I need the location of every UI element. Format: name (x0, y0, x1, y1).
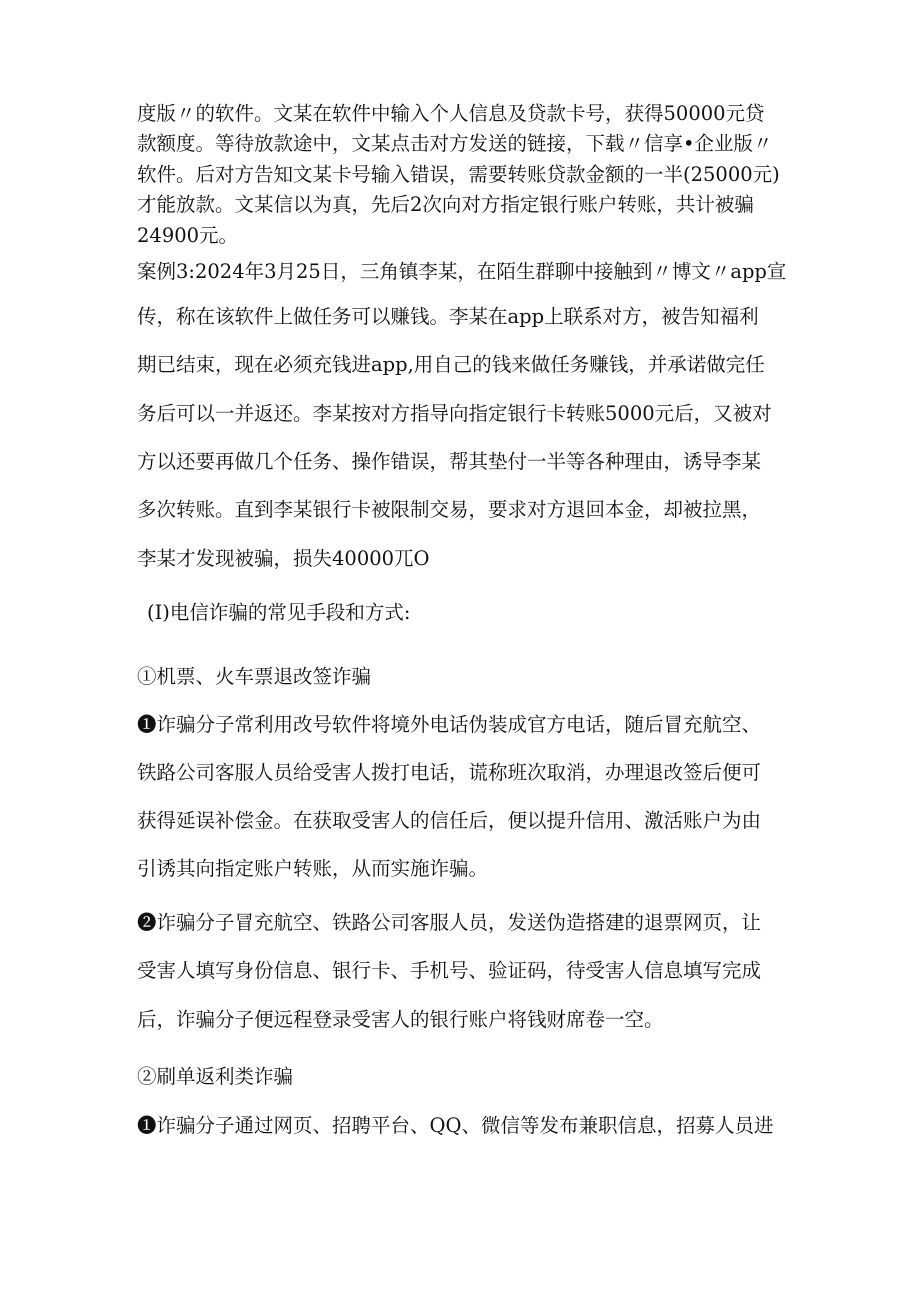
text-line: ❷诈骗分子冒充航空、铁路公司客服人员，发送伪造搭建的退票网页，让 (137, 911, 762, 934)
text-line: 期已结束，现在必须充钱进app,用自己的钱来做任务赚钱，并承诺做完任 (137, 353, 765, 376)
text-line: 引诱其向指定账户转账，从而实施诈骗。 (137, 857, 489, 880)
text-line: 度版〃的软件。文某在软件中输入个人信息及贷款卡号，获得50000元贷 (137, 102, 765, 125)
subsection-heading: ②刷单返利类诈骗 (137, 1065, 294, 1088)
text-line: 软件。后对方告知文某卡号输入错误，需要转账贷款金额的一半(25000元) (137, 163, 780, 186)
text-line: 才能放款。文某信以为真，先后2次向对方指定银行账户转账，共计被骗 (137, 193, 754, 216)
text-line: ❶诈骗分子通过网页、招聘平台、QQ、微信等发布兼职信息，招募人员进 (137, 1114, 774, 1137)
text-line: 款额度。等待放款途中，文某点击对方发送的链接，下载〃信享•企业版〃 (137, 132, 773, 155)
text-line: 传，称在该软件上做任务可以赚钱。李某在app上联系对方，被告知福利 (137, 305, 759, 328)
subsection-heading: ①机票、火车票退改签诈骗 (137, 665, 372, 688)
text-line: 24900元。 (137, 224, 239, 247)
text-line: 多次转账。直到李某银行卡被限制交易，要求对方退回本金，却被拉黑， (137, 498, 762, 521)
text-line: 案例3:2024年3月25日，三角镇李某，在陌生群聊中接触到〃博文〃app宣 (137, 260, 787, 283)
section-heading: (I)电信诈骗的常见手段和方式: (147, 601, 411, 624)
text-line: 获得延误补偿金。在获取受害人的信任后，便以提升信用、激活账户为由 (137, 809, 762, 832)
text-line: ❶诈骗分子常利用改号软件将境外电话伪装成官方电话，随后冒充航空、 (137, 713, 762, 736)
text-line: 铁路公司客服人员给受害人拨打电话，谎称班次取消，办理退改签后便可 (137, 761, 762, 784)
text-line: 李某才发现被骗，损失40000兀O (137, 547, 430, 570)
text-line: 受害人填写身份信息、银行卡、手机号、验证码，待受害人信息填写完成 (137, 959, 762, 982)
text-line: 务后可以一并返还。李某按对方指导向指定银行卡转账5000元后，又被对 (137, 402, 772, 425)
text-line: 后，诈骗分子便远程登录受害人的银行账户将钱财席卷一空。 (137, 1008, 664, 1031)
text-line: 方以还要再做几个任务、操作错误，帮其垫付一半等各种理由，诱导李某 (137, 450, 762, 473)
